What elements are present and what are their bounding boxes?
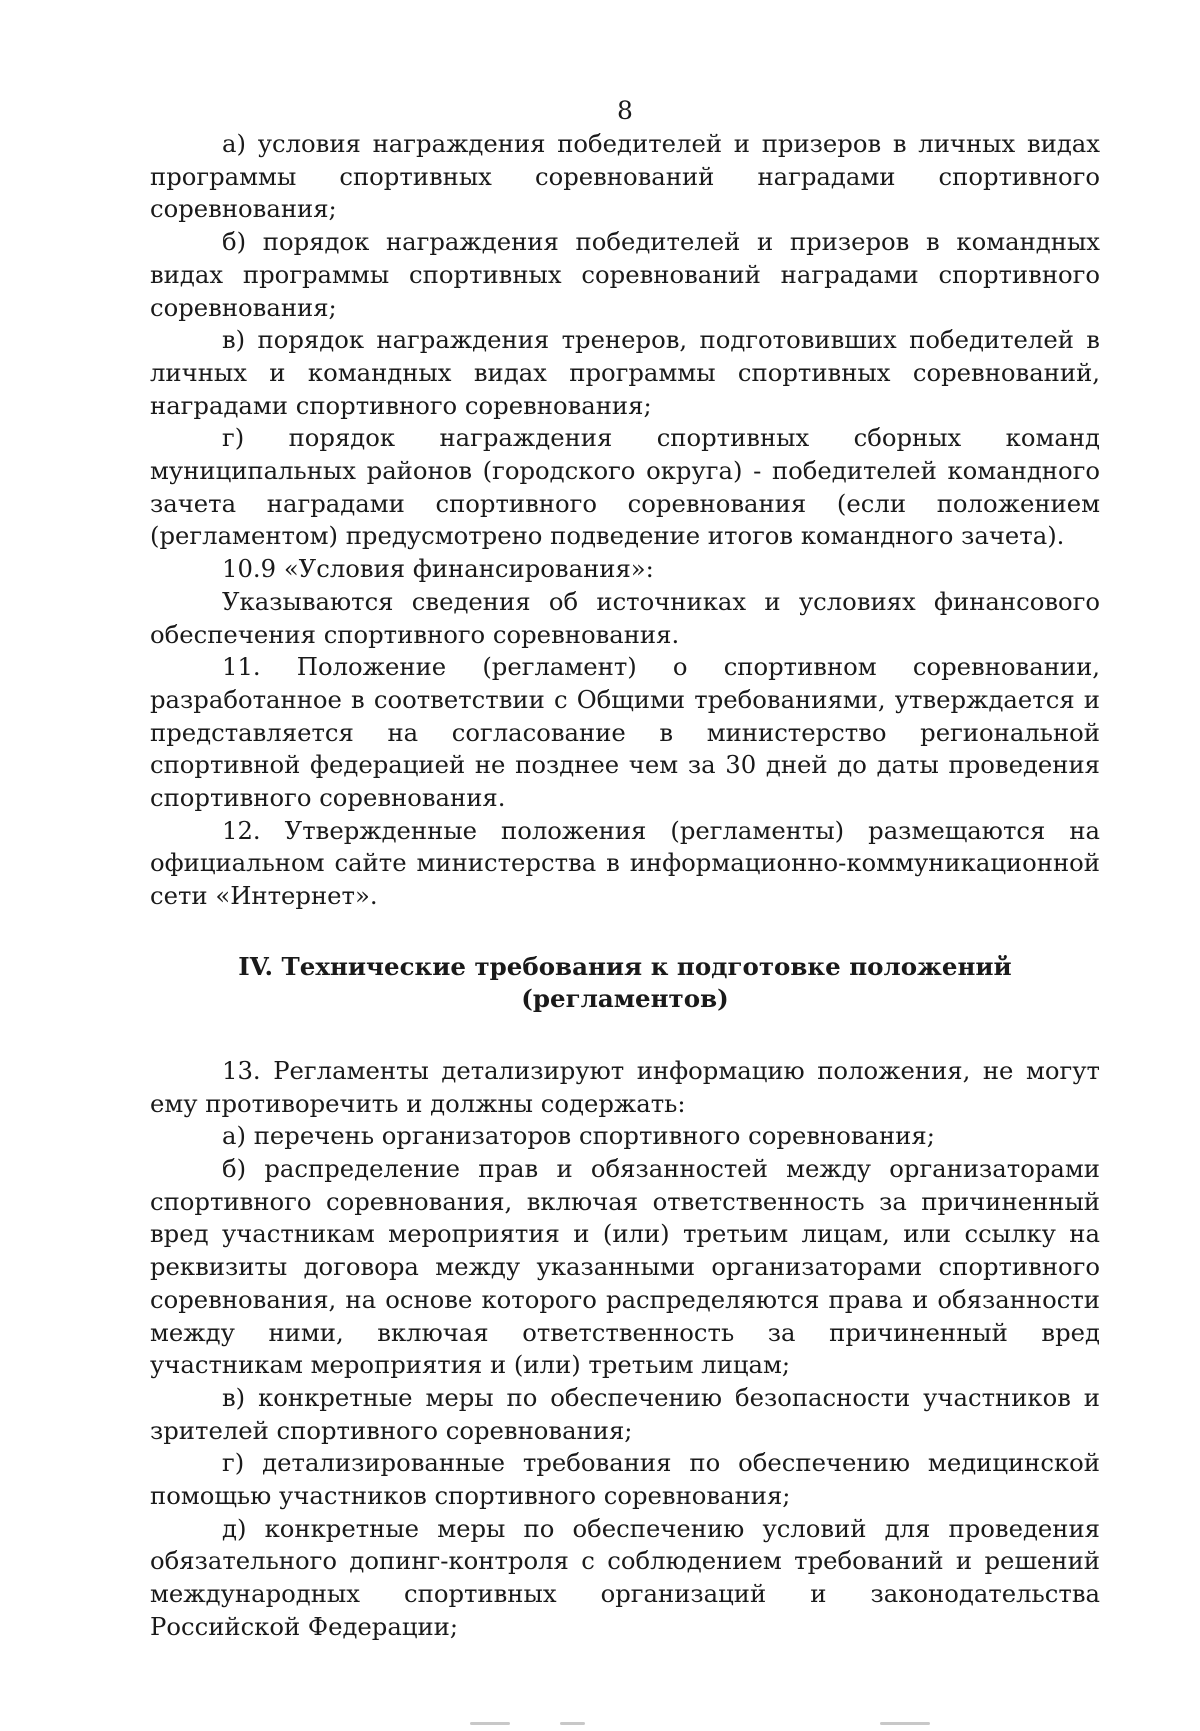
paragraph-10-9-financing-title: 10.9 «Условия финансирования»: (222, 554, 654, 584)
paragraph-13b-rights-distribution: б) распределение прав и обязанностей между организаторами спортивного соревнования, включая ответственность за причиненный вред участникам мероприятия и (или) третьим лицам, или ссылку на реквизиты договора между указанными организаторами спортивного соревнования, на основе которого распределяются права и обязанности между ними, включая ответственность за причиненный вред участникам мероприятия и (или) третьим лицам; (150, 1153, 1100, 1380)
paragraph-13d-medical-requirements: г) детализированные требования по обеспечению медицинской помощью участников спортивного соревнования; (150, 1448, 1100, 1511)
paragraph-d-team-standing-award: г) порядок награждения спортивных сборных команд муниципальных районов (городского округа) - победителей командного зачета наградами спортивного соревнования (если положением (регламентом) предусмотрено подведение итогов командного зачета). (150, 423, 1100, 551)
section-heading-iv: IV. Технические требования к подготовке положений (регламентов) (238, 951, 1012, 1013)
paragraph-a-award-conditions: а) условия награждения победителей и призеров в личных видах программы спортивных соревнований наградами спортивного соревнования; (150, 129, 1100, 224)
paragraph-financing-details: Указываются сведения об источниках и условиях финансового обеспечения спортивного соревнования. (150, 586, 1100, 649)
scan-artifact-mark (560, 1722, 585, 1725)
paragraph-13e-doping-control: д) конкретные меры по обеспечению условий для проведения обязательного допинг-контроля с соблюдением требований и решений международных спортивных организаций и законодательства Российской Федерации; (150, 1513, 1100, 1641)
scan-artifact-mark (880, 1722, 930, 1725)
paragraph-11-regulation-approval: 11. Положение (регламент) о спортивном соревновании, разработанное в соответствии с Общими требованиями, утверждается и представляется на согласование в министерство региональной спортивной федерацией не позднее чем за 30 дней до даты проведения спортивного соревнования. (150, 652, 1100, 813)
paragraph-c-coach-award-order: в) порядок награждения тренеров, подготовивших победителей в личных и командных видах программы спортивных соревнований, наградами спортивного соревнования; (150, 325, 1100, 420)
paragraph-13a-organizers-list: а) перечень организаторов спортивного соревнования; (222, 1121, 935, 1151)
paragraph-b-team-award-order: б) порядок награждения победителей и призеров в командных видах программы спортивных соревнований наградами спортивного соревнования; (150, 227, 1100, 322)
paragraph-13-regulations-content: 13. Регламенты детализируют информацию положения, не могут ему противоречить и должны содержать: (150, 1055, 1100, 1118)
paragraph-12-publication: 12. Утвержденные положения (регламенты) размещаются на официальном сайте министерства в информационно-коммуникационной сети «Интернет». (150, 815, 1100, 911)
paragraph-13c-safety-measures: в) конкретные меры по обеспечению безопасности участников и зрителей спортивного соревнования; (150, 1382, 1100, 1445)
page-number: 8 (617, 96, 633, 125)
document-body (150, 128, 1100, 1644)
scan-artifact-mark (470, 1722, 510, 1725)
